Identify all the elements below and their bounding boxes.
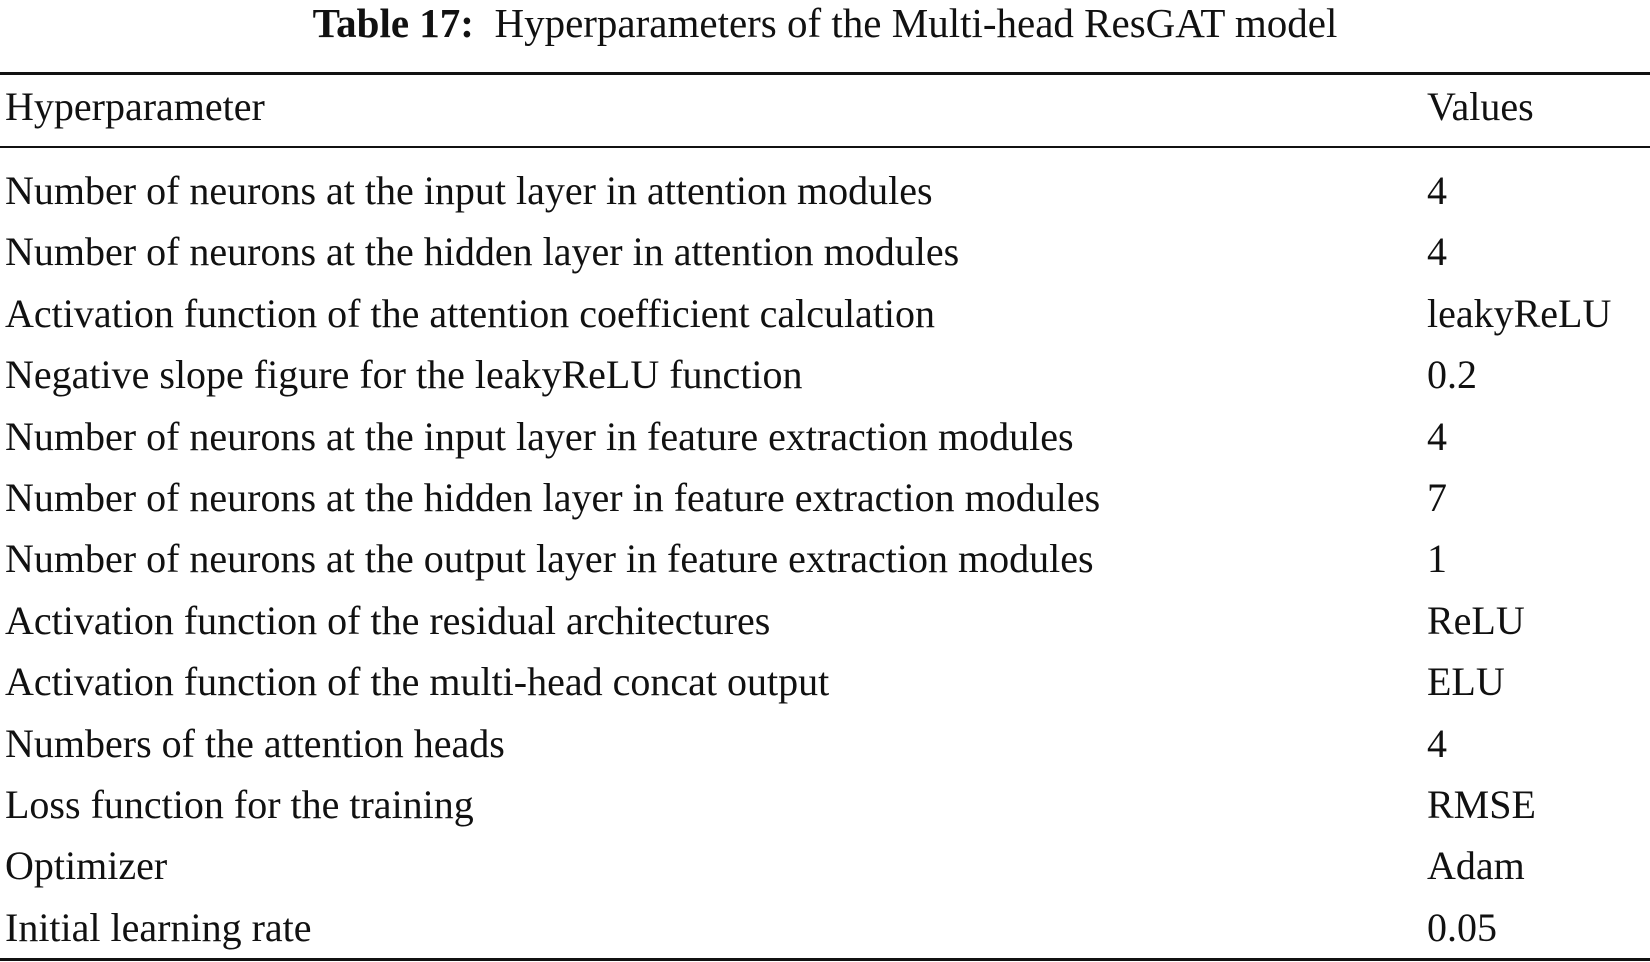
- row-hyperparameter: Number of neurons at the input layer in attention modules: [5, 168, 933, 213]
- row-hyperparameter: Negative slope figure for the leakyReLU function: [5, 352, 803, 398]
- row-hyperparameter: Activation function of the attention coefficient calculation: [5, 290, 936, 336]
- row-hyperparameter: Optimizer: [5, 843, 168, 889]
- row-value: 4: [1427, 720, 1447, 766]
- table-caption: [0, 0, 1650, 46]
- table-caption-label: Table 17:: [312, 0, 474, 46]
- table-row: [0, 221, 1650, 282]
- table-row: [0, 651, 1650, 712]
- table-bottom-rule: [0, 958, 1650, 961]
- row-value: 4: [1427, 168, 1447, 213]
- table-row: [0, 835, 1650, 896]
- table-row: [0, 897, 1650, 958]
- row-value: 0.2: [1427, 352, 1477, 398]
- table-row: [0, 774, 1650, 835]
- table-row: [0, 406, 1650, 467]
- row-value: ELU: [1427, 659, 1505, 705]
- header-values: Values: [1427, 84, 1534, 129]
- row-value: 4: [1427, 229, 1447, 275]
- header-hyperparameter: Hyperparameter: [5, 84, 265, 129]
- row-hyperparameter: Number of neurons at the output layer in feature extraction modules: [5, 536, 1094, 582]
- table-row: [0, 590, 1650, 651]
- row-value: Adam: [1427, 843, 1525, 889]
- row-hyperparameter: Activation function of the residual architectures: [5, 597, 771, 643]
- row-hyperparameter: Activation function of the multi-head concat output: [5, 659, 830, 705]
- row-hyperparameter: Initial learning rate: [5, 904, 312, 950]
- table-body: [0, 160, 1650, 958]
- row-value: RMSE: [1427, 781, 1536, 827]
- row-value: 7: [1427, 474, 1447, 520]
- row-hyperparameter: Loss function for the training: [5, 781, 474, 827]
- row-hyperparameter: Number of neurons at the hidden layer in attention modules: [5, 229, 960, 275]
- table-row: [0, 713, 1650, 774]
- row-value: 1: [1427, 536, 1447, 582]
- table-row: [0, 467, 1650, 528]
- table-row: [0, 160, 1650, 221]
- row-hyperparameter: Numbers of the attention heads: [5, 720, 505, 766]
- table-caption-title: Hyperparameters of the Multi-head ResGAT model: [494, 0, 1338, 46]
- row-value: leakyReLU: [1427, 290, 1612, 336]
- row-hyperparameter: Number of neurons at the hidden layer in feature extraction modules: [5, 474, 1101, 520]
- table-row: [0, 283, 1650, 344]
- table-row: [0, 344, 1650, 405]
- table-row: [0, 528, 1650, 589]
- row-hyperparameter: Number of neurons at the input layer in feature extraction modules: [5, 413, 1074, 459]
- table-header-row: [0, 81, 1650, 133]
- table-top-rule: [0, 72, 1650, 75]
- row-value: 0.05: [1427, 904, 1497, 950]
- row-value: 4: [1427, 413, 1447, 459]
- table-header-rule: [0, 146, 1650, 148]
- row-value: ReLU: [1427, 597, 1525, 643]
